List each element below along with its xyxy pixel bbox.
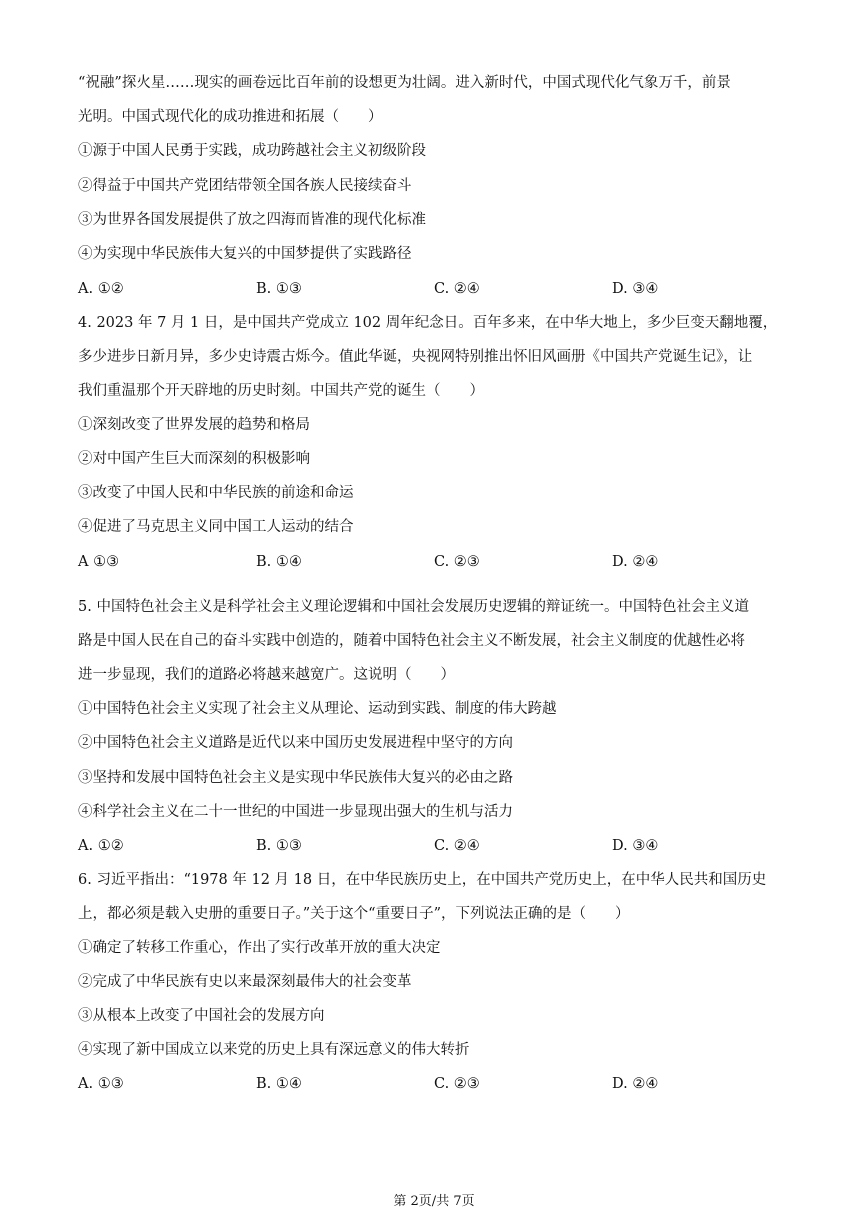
q5-stem-line-1: 5. 中国特色社会主义是科学社会主义理论逻辑和中国社会发展历史逻辑的辩证统一。中国特色社会主义道: [78, 599, 749, 615]
q3-option-d: D. ③④: [612, 281, 659, 297]
q6-statement-2: ②完成了中华民族有史以来最深刻最伟大的社会变革: [78, 974, 412, 990]
q5-statement-3: ③坚持和发展中国特色社会主义是实现中华民族伟大复兴的必由之路: [78, 770, 513, 786]
q4-statement-4: ④促进了马克思主义同中国工人运动的结合: [78, 519, 354, 535]
q5-statement-4: ④科学社会主义在二十一世纪的中国进一步显现出强大的生机与活力: [78, 804, 513, 820]
q4-option-d: D. ②④: [612, 554, 659, 570]
q4-statement-3: ③改变了中国人民和中华民族的前途和命运: [78, 485, 354, 501]
q3-option-a: A. ①②: [78, 281, 124, 297]
q6-option-a: A. ①③: [78, 1076, 124, 1092]
q3-statement-2: ②得益于中国共产党团结带领全国各族人民接续奋斗: [78, 178, 412, 194]
q3-statement-1: ①源于中国人民勇于实践，成功跨越社会主义初级阶段: [78, 143, 426, 159]
q3-stem-line-1: “祝融”探火星……现实的画卷远比百年前的设想更为壮阔。进入新时代，中国式现代化气象万千，前景: [78, 75, 731, 91]
q4-statement-2: ②对中国产生巨大而深刻的积极影响: [78, 451, 310, 467]
q5-stem-line-2: 路是中国人民在自己的奋斗实践中创造的，随着中国特色社会主义不断发展，社会主义制度的优越性必将: [78, 633, 745, 649]
q3-statement-4: ④为实现中华民族伟大复兴的中国梦提供了实践路径: [78, 246, 412, 262]
q4-statement-1: ①深刻改变了世界发展的趋势和格局: [78, 417, 310, 433]
q3-option-b: B. ①③: [256, 281, 302, 297]
q4-option-c: C. ②③: [434, 554, 480, 570]
q4-option-a: A ①③: [78, 554, 120, 570]
q5-statement-1: ①中国特色社会主义实现了社会主义从理论、运动到实践、制度的伟大跨越: [78, 701, 557, 717]
q5-statement-2: ②中国特色社会主义道路是近代以来中国历史发展进程中坚守的方向: [78, 735, 513, 751]
q3-stem-line-2: 光明。中国式现代化的成功推进和拓展（ ）: [78, 109, 383, 125]
q6-option-b: B. ①④: [256, 1076, 302, 1092]
q5-option-b: B. ①③: [256, 838, 302, 854]
q5-option-d: D. ③④: [612, 838, 659, 854]
q3-statement-3: ③为世界各国发展提供了放之四海而皆准的现代化标准: [78, 212, 426, 228]
q6-statement-3: ③从根本上改变了中国社会的发展方向: [78, 1008, 325, 1024]
q3-option-c: C. ②④: [434, 281, 480, 297]
q6-stem-line-1: 6. 习近平指出：“1978 年 12 月 18 日，在中华民族历史上，在中国共产党历史上，在中华人民共和国历史: [78, 872, 767, 888]
q6-stem-line-2: 上，都必须是载入史册的重要日子。”关于这个“重要日子”，下列说法正确的是（ ）: [78, 906, 630, 922]
q5-stem-line-3: 进一步显现，我们的道路必将越来越宽广。这说明（ ）: [78, 667, 455, 683]
q6-option-d: D. ②④: [612, 1076, 659, 1092]
q6-statement-1: ①确定了转移工作重心，作出了实行改革开放的重大决定: [78, 940, 441, 956]
q5-option-a: A. ①②: [78, 838, 124, 854]
q4-stem-line-2: 多少进步日新月异，多少史诗震古烁今。值此华诞，央视网特别推出怀旧风画册《中国共产党诞生记》，让: [78, 349, 753, 365]
q6-statement-4: ④实现了新中国成立以来党的历史上具有深远意义的伟大转折: [78, 1042, 470, 1058]
q5-option-c: C. ②④: [434, 838, 480, 854]
page-number: 第 2页/共 7页: [393, 1194, 475, 1209]
q4-stem-line-1: 4. 2023 年 7 月 1 日，是中国共产党成立 102 周年纪念日。百年多来，在中华大地上，多少巨变天翻地覆，: [78, 315, 778, 331]
q4-stem-line-3: 我们重温那个开天辟地的历史时刻。中国共产党的诞生（ ）: [78, 383, 484, 399]
q6-option-c: C. ②③: [434, 1076, 480, 1092]
q4-option-b: B. ①④: [256, 554, 302, 570]
